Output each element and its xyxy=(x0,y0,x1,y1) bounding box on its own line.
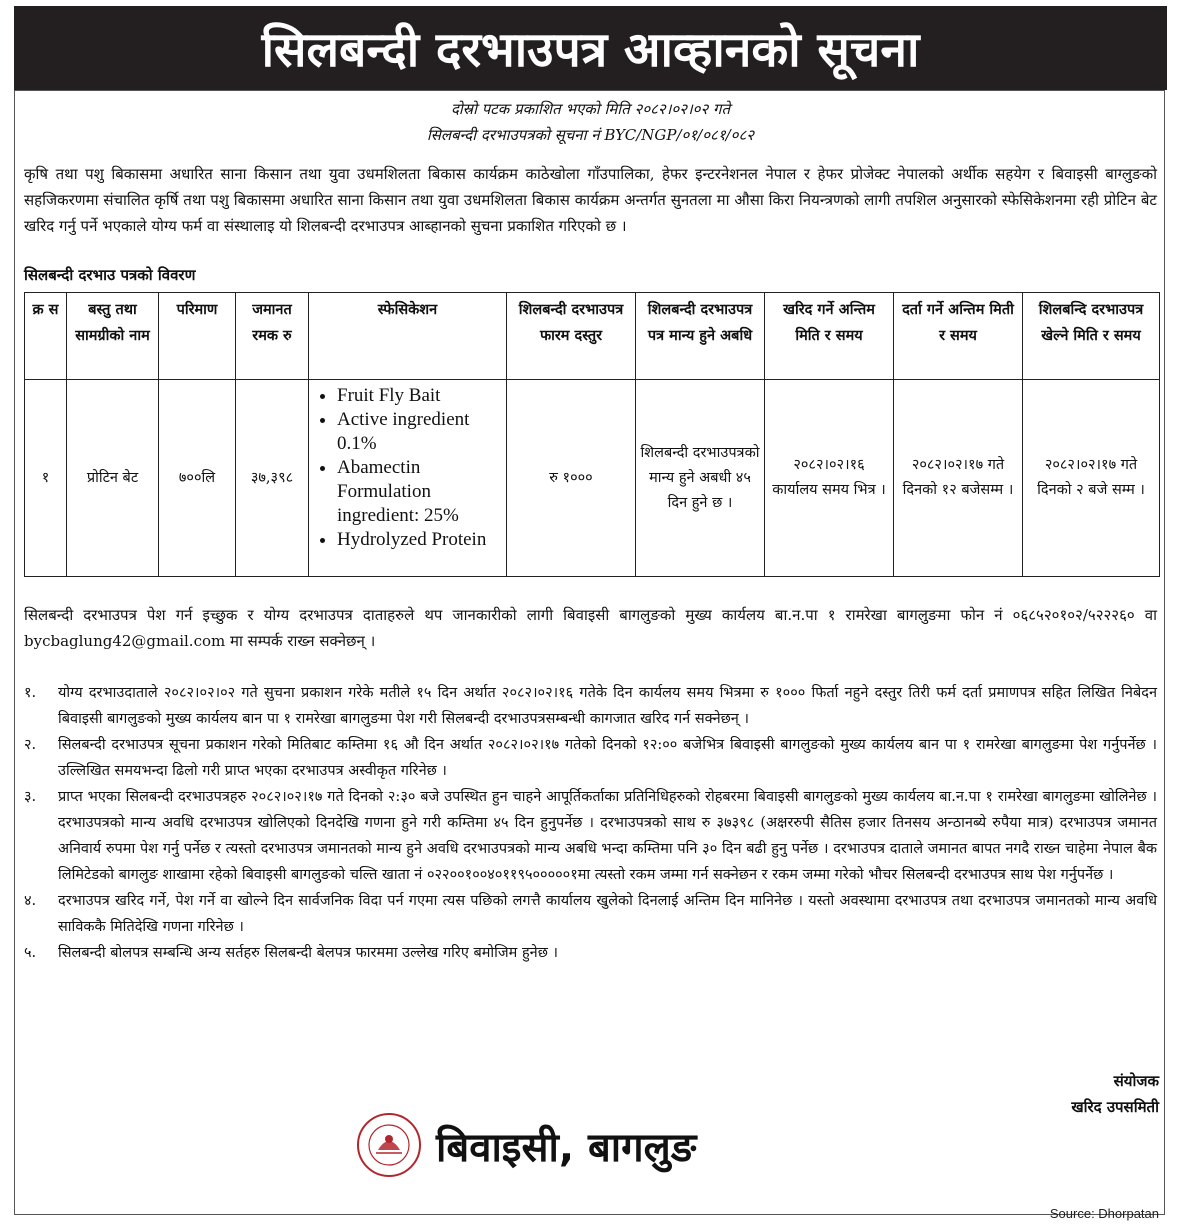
table-header-row xyxy=(25,293,1160,380)
col-header-item: बस्तु तथा सामग्रीको नाम xyxy=(67,293,159,380)
condition-number: ५. xyxy=(24,945,37,961)
col-header-form-fee: शिलबन्दी दरभाउपत्र फारम दस्तुर xyxy=(507,293,636,380)
cell-quantity: ७००लि xyxy=(159,380,236,577)
signatory-title: संयोजक xyxy=(1113,1072,1159,1090)
cell-form-fee: रु १००० xyxy=(507,380,636,577)
cell-registration-deadline: २०८२।०२।१७ गते दिनको १२ बजेसम्म । xyxy=(894,380,1023,577)
col-header-validity: शिलबन्दी दरभाउपत्र पत्र मान्य हुने अबधि xyxy=(636,293,765,380)
condition-text: सिलबन्दी दरभाउपत्र सूचना प्रकाशन गरेको मितिबाट कम्तिमा १६ औ दिन अर्थात २०८२।०२।१७ गतेको दिनको १२:०० बजेभित्र बिवाइसी बागलुङको मुख्य कार्यलय बान पा १ रामरेखा बागलुङमा पेश गर्नुपर्नेछ । उल्लिखित समयभन्दा ढिलो गरी प्राप्त भएका दरभाउपत्र अस्वीकृत गरिनेछ । xyxy=(58,737,1157,779)
col-header-quantity: परिमाण xyxy=(159,293,236,380)
intro-paragraph: कृषि तथा पशु बिकासमा अधारित साना किसान तथा युवा उधमशिलता बिकास कार्यक्रम काठेखोला गाँउपालिका, हेफर इन्टरनेशनल नेपाल र हेफर प्रोजेक्ट नेपालको अर्थीक सहयेग र बिवाइसी बाग्लुङको सहजिकरणमा संचालित कृर्षि तथा पशु बिकासमा अधारित साना किसान तथा युवा उधमशिलता बिकास कार्यक्रम अन्तर्गत सुनतला मा औसा किरा नियन्त्रणको लागी तपशिल अनुसारको स्फेसिकेशनमा रही प्रोटिन बेट खरिद गर्नु पर्ने भएकाले योग्य फर्म वा संस्थालाइ यो शिलबन्दी दरभाउपत्र आब्हानको सुचना प्रकाशित गरिएको छ । xyxy=(24,165,1157,235)
condition-item xyxy=(24,680,1157,732)
notice-title: सिलबन्दी दरभाउपत्र आव्हानको सूचना xyxy=(14,6,1167,90)
notice-number: सिलबन्दी दरभाउपत्रको सूचना नं BYC/NGP/०१/०८१/०८२ xyxy=(426,126,755,144)
condition-number: १. xyxy=(24,685,37,701)
conditions-list xyxy=(24,680,1157,966)
source-credit: Source: Dhorpatan xyxy=(1049,1206,1159,1221)
cell-sn: १ xyxy=(25,380,67,577)
col-header-registration-deadline: दर्ता गर्ने अन्तिम मिती र समय xyxy=(894,293,1023,380)
signatory-committee: खरिद उपसमिती xyxy=(1071,1098,1159,1116)
cell-opening: २०८२।०२।१७ गते दिनको २ बजे सम्म । xyxy=(1023,380,1160,577)
table-title: सिलबन्दी दरभाउ पत्रको विवरण xyxy=(24,266,196,284)
col-header-sn: क्र स xyxy=(25,293,67,380)
col-header-purchase-deadline: खरिद गर्ने अन्तिम मिति र समय xyxy=(765,293,894,380)
condition-text: योग्य दरभाउदाताले २०८२।०२।०२ गते सुचना प्रकाशन गरेके मतीले १५ दिन अर्थात २०८२।०२।१६ गतेके दिन कार्यलय समय भित्रमा रु १००० फिर्ता नहुने दस्तुर तिरी फर्म दर्ता प्रमाणपत्र सहित लिखित निबेदन बिवाइसी बागलुङको मुख्य कार्यलय बान पा १ रामरेखा बागलुङमा पेश गरी सिलबन्दी दरभाउपत्रसम्बन्धी कागजात खरिद गर्न सक्नेछन् । xyxy=(58,685,1157,727)
cell-specification xyxy=(309,380,507,577)
spec-item: • Hydrolyzed Protein xyxy=(337,528,502,552)
publication-date: दोस्रो पटक प्रकाशित भएको मिति २०८२।०२।०२ गते xyxy=(450,100,731,118)
table-row xyxy=(25,380,1160,577)
col-header-deposit: जमानत रमक रु xyxy=(236,293,309,380)
cell-purchase-deadline: २०८२।०२।१६ कार्यालय समय भित्र । xyxy=(765,380,894,577)
condition-item xyxy=(24,784,1157,888)
cell-validity: शिलबन्दी दरभाउपत्रको मान्य हुने अबधी ४५ दिन हुने छ । xyxy=(636,380,765,577)
condition-text: प्राप्त भएका सिलबन्दी दरभाउपत्रहरु २०८२।०२।१७ गते दिनको २:३० बजे उपस्थित हुन चाहने आपूर्तिकर्ताका प्रतिनिधिहरुको रोहबरमा बिवाइसी बागलुङको मुख्य कार्यलय बा.न.पा १ रामरेखा बागलुङमा खोलिनेछ । दरभाउपत्रको मान्य अवधि दरभाउपत्र खोलिएको दिनदेखि गणना हुने गरी कम्तिमा ४५ दिन हुनुपर्नेछ । दरभाउपत्रको साथ रु ३७३९८ (अक्षररुपी सैतिस हजार तिनसय अन्ठानब्ये रुपैया मात्र) दरभाउपत्र जमानत अनिवार्य रुपमा पेश गर्नु पर्नेछ र त्यस्तो दरभाउपत्र जमानतको मान्य हुने अवधि दरभाउपत्रको मान्य अबधि भन्दा कम्तिमा पनि ३० दिन बढी हुनु पर्नेछ । दरभाउपत्र दाताले जमानत बापत नगदै राख्न चाहेमा नेपाल बैक लिमिटेडको बागलुङ शाखामा रहेको बिवाइसी बागलुङको चल्ति खाता नं ०२२००१००४०११९५०००००१मा त्यस्तो रकम जम्मा गर्न सक्नेछन र रकम जम्मा गरेको भौचर सिलबन्दी दरभाउपत्र साथ पेश गर्नुपर्नेछ । xyxy=(58,789,1157,883)
spec-item: • Abamectin Formulation ingredient: 25% xyxy=(337,456,502,528)
spec-item: • Active ingredient 0.1% xyxy=(337,408,502,456)
condition-text: दरभाउपत्र खरिद गर्ने, पेश गर्ने वा खोल्ने दिन सार्वजनिक विदा पर्न गएमा त्यस पछिको लगत्तै कार्यालय खुलेको दिनलाई अन्तिम दिन मानिनेछ । यस्तो अवस्थामा दरभाउपत्र तथा दरभाउपत्र जमानतको मान्य अवधि साविककै मितिदेखि गणना गरिनेछ । xyxy=(58,893,1157,935)
condition-text: सिलबन्दी बोलपत्र सम्बन्धि अन्य सर्तहरु सिलबन्दी बेलपत्र फारममा उल्लेख गरिए बमोजिम हुनेछ । xyxy=(58,945,558,961)
condition-item xyxy=(24,888,1157,940)
organization-logo xyxy=(356,1112,696,1178)
cell-deposit: ३७,३९८ xyxy=(236,380,309,577)
organization-name: बिवाइसी, बागलुङ xyxy=(436,1124,697,1171)
spec-list xyxy=(317,384,502,552)
condition-item xyxy=(24,940,1157,966)
condition-number: ३. xyxy=(24,789,37,805)
condition-number: ४. xyxy=(24,893,37,909)
condition-number: २. xyxy=(24,737,37,753)
cell-item: प्रोटिन बेट xyxy=(67,380,159,577)
bid-details-table xyxy=(24,292,1160,577)
col-header-specification: स्फेसिकेशन xyxy=(309,293,507,380)
seal-icon xyxy=(356,1112,422,1178)
col-header-opening: शिलबन्दि दरभाउपत्र खेल्ने मिति र समय xyxy=(1023,293,1160,380)
contact-note: सिलबन्दी दरभाउपत्र पेश गर्न इच्छुक र योग्य दरभाउपत्र दाताहरुले थप जानकारीको लागी बिवाइसी बागलुङको मुख्य कार्यलय बा.न.पा १ रामरेखा बागलुङमा फोन नं ०६८५२०१०२/५२२२६० वा bycbaglung42@gmail.com मा सम्पर्क राख्न सक्नेछन् । xyxy=(24,606,1157,650)
spec-item: • Fruit Fly Bait xyxy=(337,384,502,408)
condition-item xyxy=(24,732,1157,784)
